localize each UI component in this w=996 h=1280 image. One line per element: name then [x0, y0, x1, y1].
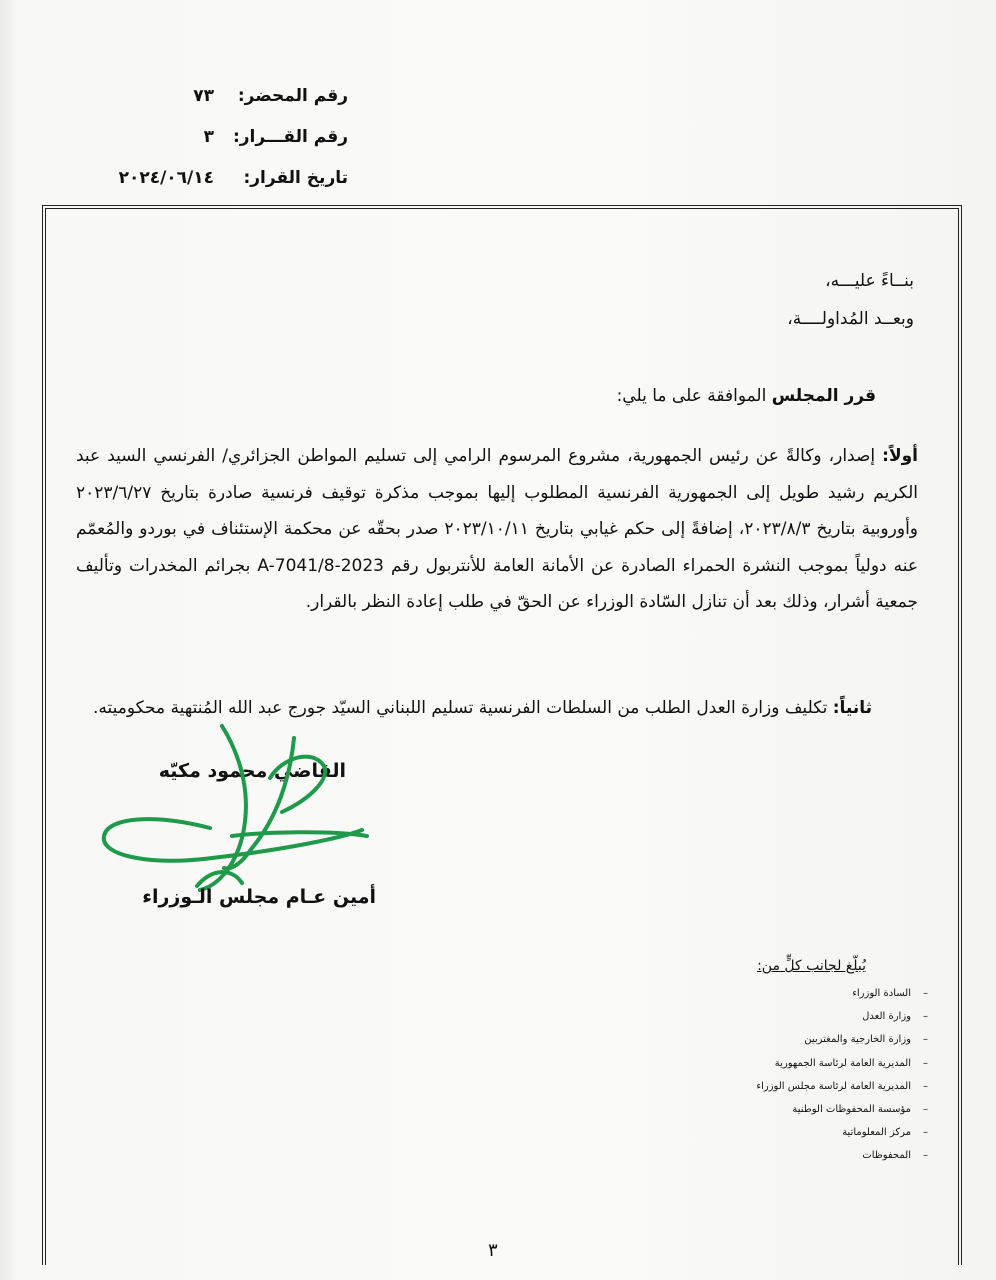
second-clause-label: ثانياً: — [832, 698, 872, 718]
distribution-item: –المحفوظات — [862, 1150, 928, 1162]
decision-date-label: تاريخ القرار: — [243, 168, 348, 188]
distribution-item: –وزارة العدل — [862, 1011, 928, 1023]
decision-number-value: ٣ — [203, 127, 214, 147]
council-label: قرر المجلس — [771, 386, 876, 406]
first-clause — [76, 438, 918, 621]
record-number-label: رقم المحضر: — [237, 86, 348, 106]
signatory-title: أمين عـام مجلس الـوزراء — [142, 886, 376, 908]
greeting-line-1: بنــاءً عليـــه، — [825, 271, 914, 291]
decision-date-value: ٢٠٢٤/٠٦/١٤ — [118, 168, 214, 188]
greeting-line-2: وبعــد المُداولــــة، — [787, 309, 914, 329]
decision-number-label: رقم القـــرار: — [232, 127, 348, 147]
first-clause-label: أولاً: — [882, 446, 919, 466]
handwritten-signature — [92, 718, 382, 908]
resolution-intro-text: الموافقة على ما يلي: — [616, 386, 767, 406]
second-clause — [72, 698, 872, 718]
decision-metadata — [48, 86, 348, 209]
decision-number-row — [48, 127, 348, 168]
distribution-list — [756, 988, 928, 1174]
distribution-item: –مركز المعلوماتية — [842, 1127, 928, 1139]
record-number-row — [48, 86, 348, 127]
distribution-item: –مؤسسة المحفوظات الوطنية — [792, 1103, 928, 1115]
distribution-title: يُبلّغ لجانب كلٍّ من: — [757, 958, 866, 974]
distribution-item: –المديرية العامة لرئاسة مجلس الوزراء — [756, 1080, 928, 1092]
greeting — [514, 262, 914, 338]
distribution-item: –المديرية العامة لرئاسة الجمهورية — [774, 1057, 928, 1069]
page-number: ٣ — [488, 1240, 498, 1261]
record-number-value: ٧٣ — [193, 86, 214, 106]
decision-date-row — [48, 168, 348, 209]
second-clause-text: تكليف وزارة العدل الطلب من السلطات الفرنسية تسليم اللبناني السيّد جورج عبد الله المُنتهية محكوميته. — [93, 698, 828, 718]
distribution-item: –السادة الوزراء — [852, 988, 928, 999]
signatory-name: القاضي محمود مكيّه — [158, 760, 346, 782]
resolution-intro — [176, 386, 876, 406]
distribution-item: –وزارة الخارجية والمغتربين — [804, 1034, 928, 1046]
first-clause-text: إصدار، وكالةً عن رئيس الجمهورية، مشروع المرسوم الرامي إلى تسليم المواطن الجزائري/ الفرنسي السيد عبد الكريم رشيد طويل إلى الجمهورية الفرنسية المطلوب إليها بموجب مذكرة توقيف فرنسية صادرة بتاريخ ٢٠٢٣/٦/٢٧ وأوروبية بتاريخ ٢٠٢٣/٨/٣، إضافةً إلى حكم غيابي بتاريخ ٢٠٢٣/١٠/١١ صدر بحقّه عن محكمة الإستئناف في بوردو والمُعمّم عنه دولياً بموجب النشرة الحمراء الصادرة عن الأمانة العامة للأنتربول رقم A-7041/8-2023 بجرائم المخدرات وتأليف جمعية أشرار، وذلك بعد أن تنازل السّادة الوزراء عن الحقّ في طلب إعادة النظر بالقرار. — [76, 446, 918, 612]
